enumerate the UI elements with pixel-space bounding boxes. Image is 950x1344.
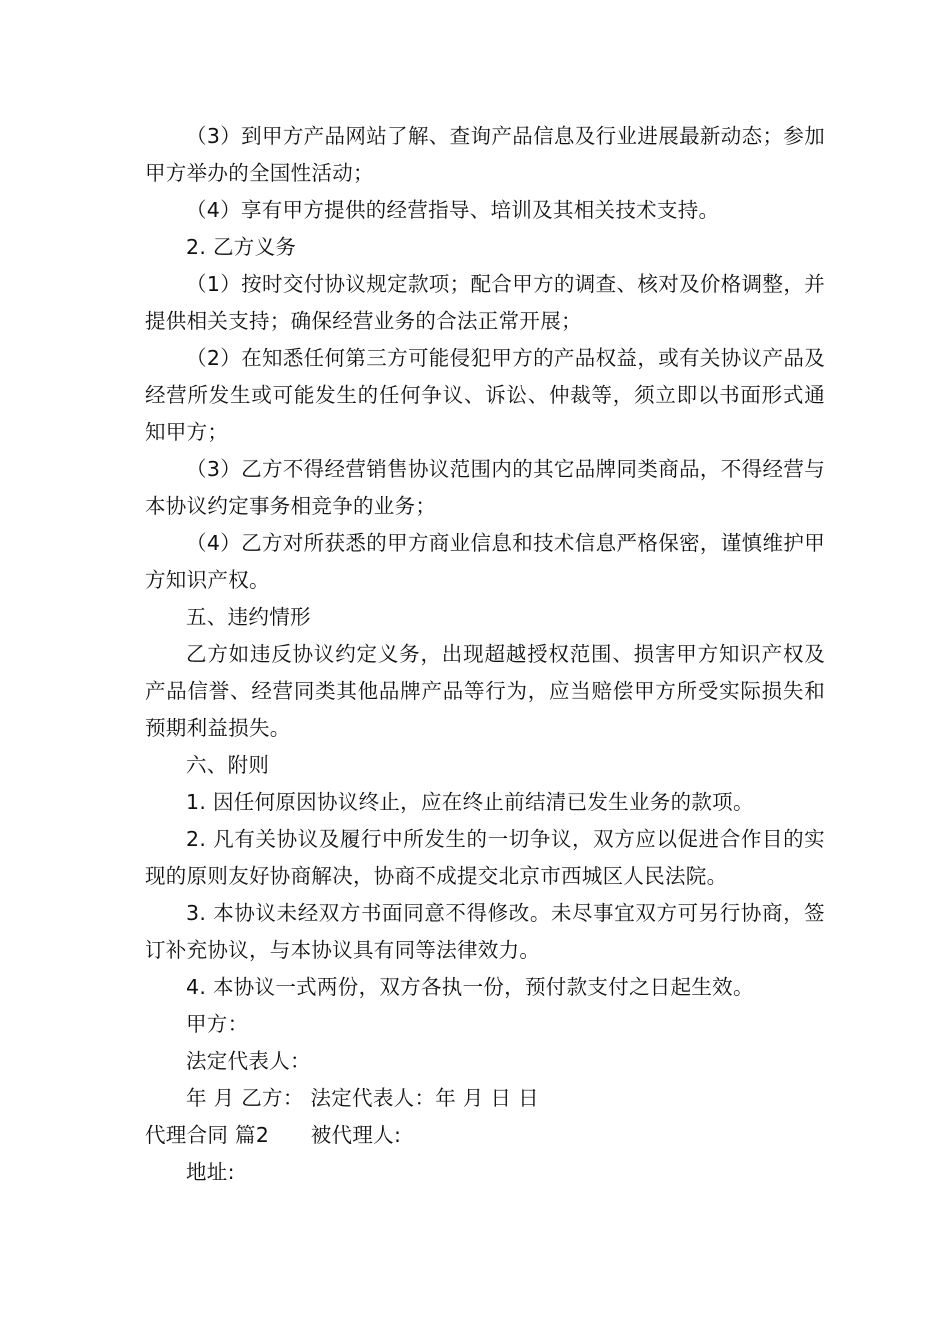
signature-party-a: 甲方：: [186, 1012, 249, 1036]
heading-supplementary: 六、附则: [186, 753, 270, 777]
address-line: 地址:: [186, 1160, 235, 1184]
paragraph-rights-4: （4）享有甲方提供的经营指导、培训及其相关技术支持。: [186, 198, 720, 222]
paragraph-breach: 乙方如违反协议约定义务，出现超越授权范围、损害甲方知识产权及产品信誉、经营同类其他品牌产品等行为，应当赔偿甲方所受实际损失和预期利益损失。: [145, 642, 825, 740]
paragraph-supplementary-3: 3. 本协议未经双方书面同意不得修改。未尽事宜双方可另行协商，签订补充协议，与本协议具有同等法律效力。: [145, 901, 825, 962]
paragraph-obligation-2: （2）在知悉任何第三方可能侵犯甲方的产品权益，或有关协议产品及经营所发生或可能发生的任何争议、诉讼、仲裁等，须立即以书面形式通知甲方；: [145, 346, 825, 444]
paragraph-supplementary-1: 1. 因任何原因协议终止，应在终止前结清已发生业务的款项。: [186, 790, 754, 814]
paragraph-obligation-3: （3）乙方不得经营销售协议范围内的其它品牌同类商品，不得经营与本协议约定事务相竞争的业务；: [145, 457, 825, 518]
contract-2-heading: 代理合同 篇2 被代理人:: [145, 1123, 402, 1147]
paragraph-obligation-4: （4）乙方对所获悉的甲方商业信息和技术信息严格保密，谨慎维护甲方知识产权。: [145, 531, 825, 592]
paragraph-supplementary-4: 4. 本协议一式两份，双方各执一份，预付款支付之日起生效。: [186, 975, 754, 999]
document-body: [145, 118, 825, 1191]
paragraph-supplementary-2: 2. 凡有关协议及履行中所发生的一切争议，双方应以促进合作目的实现的原则友好协商解决，协商不成提交北京市西城区人民法院。: [145, 827, 825, 888]
heading-breach: 五、违约情形: [186, 605, 311, 629]
paragraph-obligation-1: （1）按时交付协议规定款项；配合甲方的调查、核对及价格调整，并提供相关支持；确保经营业务的合法正常开展；: [145, 272, 825, 333]
heading-party-b-obligations: 2. 乙方义务: [186, 235, 297, 259]
signature-dates: 年 月 乙方： 法定代表人：年 月 日 日: [186, 1086, 539, 1110]
paragraph-rights-3: （3）到甲方产品网站了解、查询产品信息及行业进展最新动态；参加甲方举办的全国性活动；: [145, 124, 825, 185]
signature-legal-rep: 法定代表人：: [186, 1049, 311, 1073]
